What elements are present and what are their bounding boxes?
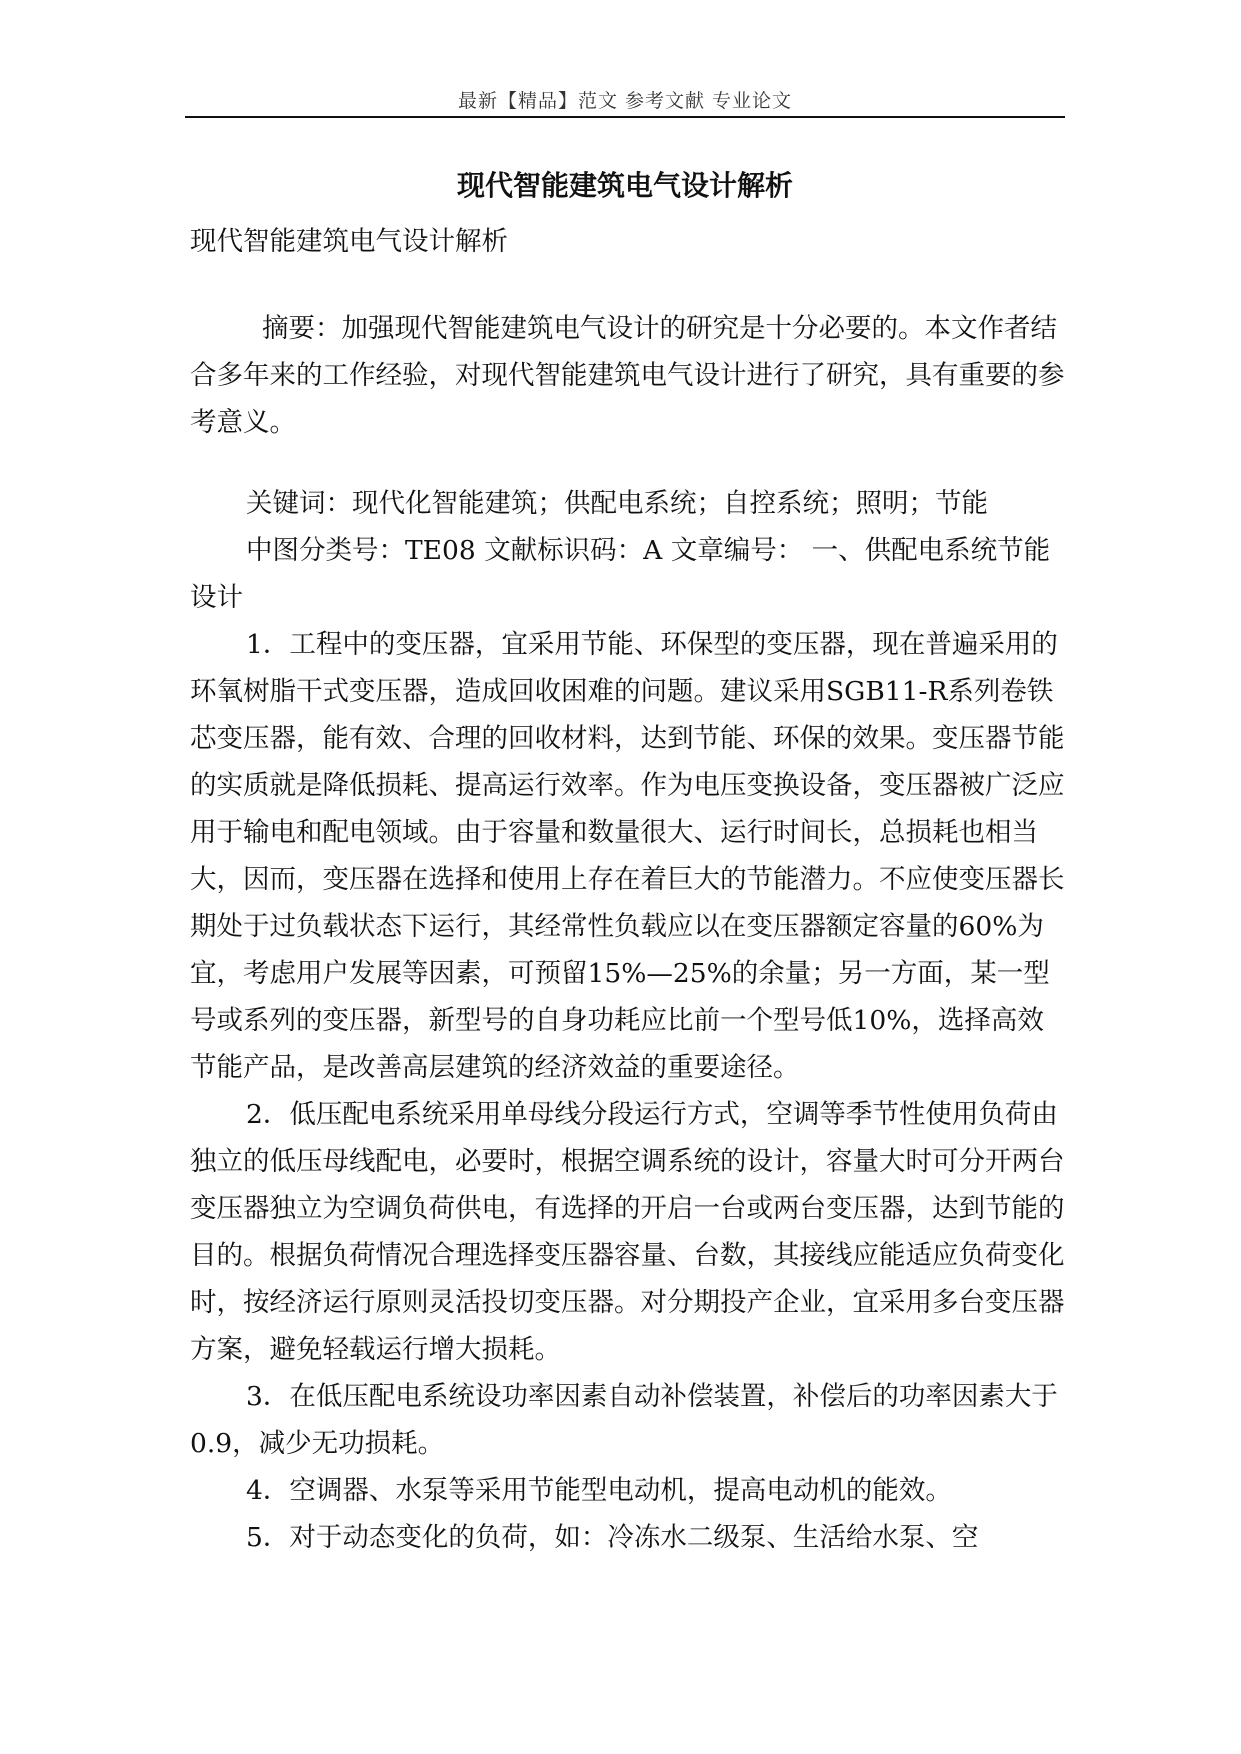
keywords-paragraph: 关键词：现代化智能建筑；供配电系统；自控系统；照明；节能 (246, 488, 988, 519)
abstract-paragraph: 摘要：加强现代智能建筑电气设计的研究是十分必要的。本文作者结合多年来的工作经验，对现代智能建筑电气设计进行了研究，具有重要的参考意义。 (190, 313, 1065, 438)
body-paragraph-4: 4．空调器、水泵等采用节能型电动机，提高电动机的能效。 (246, 1475, 952, 1506)
document-title: 现代智能建筑电气设计解析 (456, 169, 793, 202)
body-paragraph-2: 2．低压配电系统采用单母线分段运行方式，空调等季节性使用负荷由独立的低压母线配电，必要时，根据空调系统的设计，容量大时可分开两台变压器独立为空调负荷供电，有选择的开启一台或两台变压器，达到节能的目的。根据负荷情况合理选择变压器容量、台数，其接线应能适应负荷变化时，按经济运行原则灵活投切变压器。对分期投产企业，宜采用多台变压器方案，避免轻载运行增大损耗。 (190, 1099, 1065, 1365)
spacer (190, 446, 1070, 480)
page-header: 最新【精品】范文 参考文献 专业论文 (457, 90, 793, 112)
classification-paragraph: 中图分类号：TE08 文献标识码：A 文章编号： 一、供配电系统节能设计 (190, 535, 1051, 613)
spacer (190, 265, 1070, 305)
body-paragraph-3: 3．在低压配电系统设功率因素自动补偿装置，补偿后的功率因素大于0.9，减少无功损耗。 (190, 1381, 1058, 1459)
body-paragraph-1: 1．工程中的变压器，宜采用节能、环保型的变压器，现在普遍采用的环氧树脂干式变压器，造成回收困难的问题。建议采用SGB11-R系列卷铁芯变压器，能有效、合理的回收材料，达到节能、环保的效果。变压器节能的实质就是降低损耗、提高运行效率。作为电压变换设备，变压器被广泛应用于输电和配电领域。由于容量和数量很大、运行时间长，总损耗也相当大，因而，变压器在选择和使用上存在着巨大的节能潜力。不应使变压器长期处于过负载状态下运行，其经常性负载应以在变压器额定容量的60%为宜，考虑用户发展等因素，可预留15%—25%的余量；另一方面，某一型号或系列的变压器，新型号的自身功耗应比前一个型号低10%，选择高效节能产品，是改善高层建筑的经济效益的重要途径。 (190, 629, 1065, 1083)
document-subtitle: 现代智能建筑电气设计解析 (190, 226, 508, 257)
body-paragraph-5: 5．对于动态变化的负荷，如：冷冻水二级泵、生活给水泵、空 (246, 1522, 979, 1553)
header-divider (185, 116, 1065, 118)
document-body (190, 218, 1070, 1561)
